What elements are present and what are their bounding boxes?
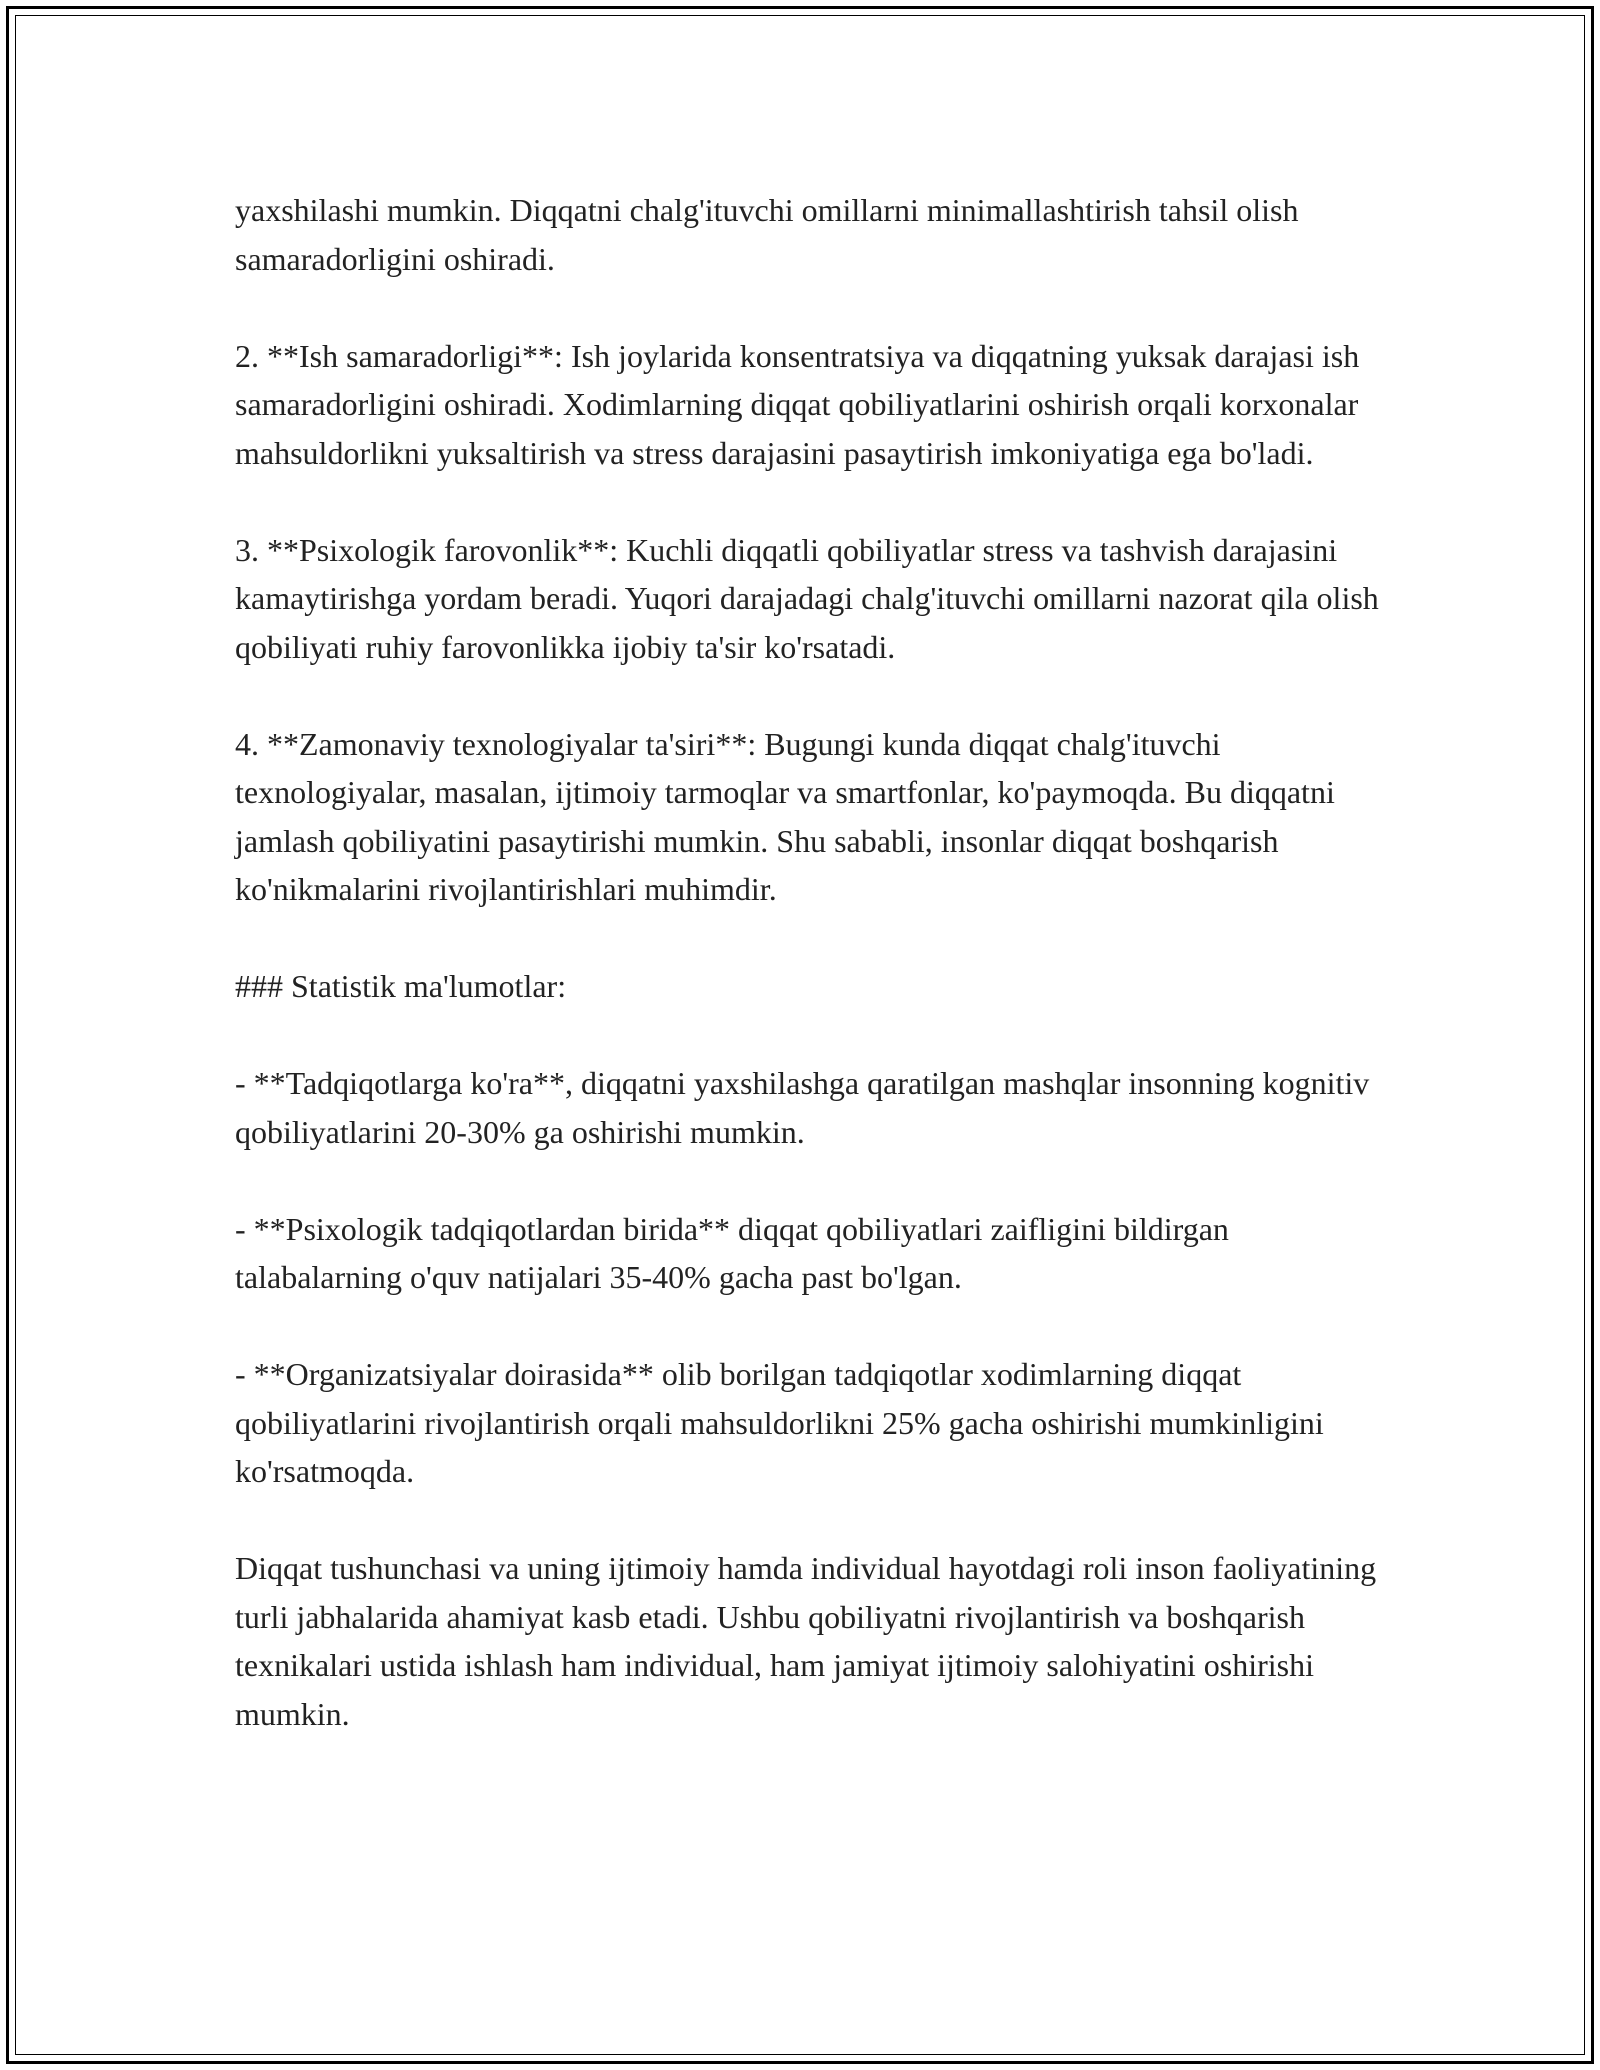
- statistic-item-organizations: - **Organizatsiyalar doirasida** olib borilgan tadqiqotlar xodimlarning diqqat qobiliyatlarini rivojlantirish orqali mahsuldorlikni 25% gacha oshirishi mumkinligini ko'rsatmoqda.: [235, 1356, 1324, 1489]
- paragraph-modern-technology: 4. **Zamonaviy texnologiyalar ta'siri**: Bugungi kunda diqqat chalg'ituvchi texnologiyalar, masalan, ijtimoiy tarmoqlar va smartfonlar, ko'paymoqda. Bu diqqatni jamlash qobiliyatini pasaytirishi mumkin. Shu sababli, insonlar diqqat boshqarish ko'nikmalarini rivojlantirishlari muhimdir.: [235, 725, 1335, 907]
- paragraph-conclusion: Diqqat tushunchasi va uning ijtimoiy hamda individual hayotdagi roli inson faoliyatining turli jabhalarida ahamiyat kasb etadi. Ushbu qobiliyatni rivojlantirish va boshqarish texnikalari ustida ishlash ham individual, ham jamiyat ijtimoiy salohiyatini oshirishi mumkin.: [235, 1550, 1377, 1732]
- paragraph-work-efficiency: 2. **Ish samaradorligi**: Ish joylarida konsentratsiya va diqqatning yuksak darajasi ish samaradorligini oshiradi. Xodimlarning diqqat qobiliyatlarini oshirish orqali korxonalar mahsuldorlikni yuksaltirish va stress darajasini pasaytirish imkoniyatiga ega bo'ladi.: [235, 337, 1360, 471]
- paragraph-psychological-wellbeing: 3. **Psixologik farovonlik**: Kuchli diqqatli qobiliyatlar stress va tashvish darajasini kamaytirishga yordam beradi. Yuqori darajadagi chalg'ituvchi omillarni nazorat qila olish qobiliyati ruhiy farovonlikka ijobiy ta'sir ko'rsatadi.: [235, 531, 1379, 665]
- document-body: [235, 186, 1385, 1738]
- section-heading-statistics: ### Statistik ma'lumotlar:: [235, 968, 567, 1004]
- paragraph-intro-continuation: yaxshilashi mumkin. Diqqatni chalg'ituvchi omillarni minimallashtirish tahsil olish samaradorligini oshiradi.: [235, 192, 1299, 277]
- statistic-item-research: - **Tadqiqotlarga ko'ra**, diqqatni yaxshilashga qaratilgan mashqlar insonning kognitiv qobiliyatlarini 20-30% ga oshirishi mumkin.: [235, 1065, 1370, 1150]
- statistic-item-psychological-study: - **Psixologik tadqiqotlardan birida** diqqat qobiliyatlari zaifligini bildirgan talabalarning o'quv natijalari 35-40% gacha past bo'lgan.: [235, 1210, 1229, 1295]
